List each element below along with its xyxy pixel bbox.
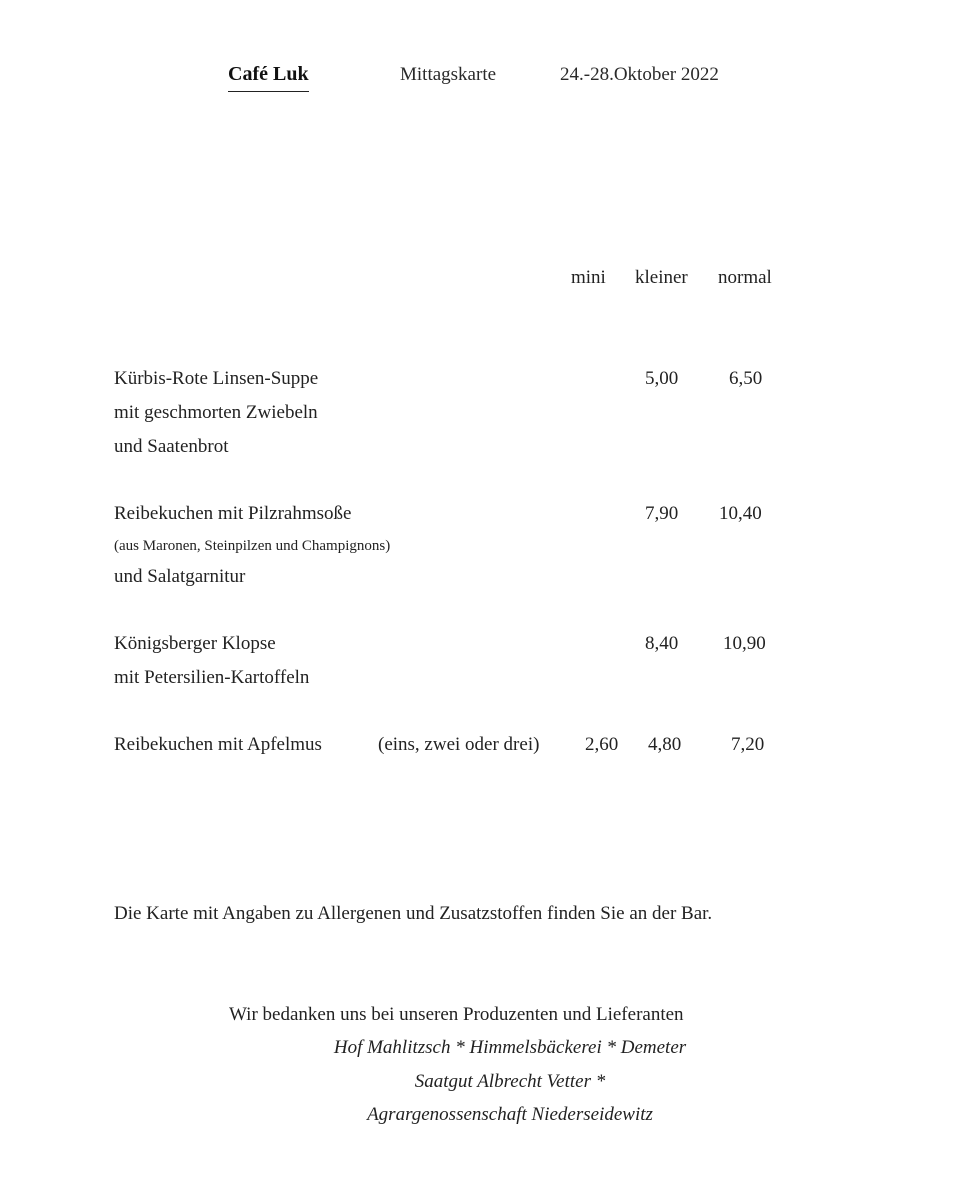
dish-name: Königsberger Klopse xyxy=(114,633,276,654)
price-kleiner: 8,40 xyxy=(645,633,679,654)
producer-line: Agrargenossenschaft Niederseidewitz xyxy=(367,1104,653,1125)
dish-description: mit geschmorten Zwiebeln xyxy=(114,402,318,423)
dish-description: (aus Maronen, Steinpilzen und Champignons) xyxy=(114,538,391,554)
column-header-kleiner: kleiner xyxy=(635,267,688,288)
producer-line: Hof Mahlitzsch * Himmelsbäckerei * Demeter xyxy=(333,1037,687,1058)
price-kleiner: 7,90 xyxy=(645,503,679,524)
price-normal: 10,40 xyxy=(719,503,762,524)
price-mini: 2,60 xyxy=(585,734,619,755)
menu-subtitle: Mittagskarte xyxy=(400,64,497,85)
dish-name: Reibekuchen mit Apfelmus xyxy=(114,734,322,755)
dish-description: mit Petersilien-Kartoffeln xyxy=(114,667,310,688)
cafe-title: Café Luk xyxy=(228,63,309,92)
menu-date: 24.-28.Oktober 2022 xyxy=(560,64,719,85)
dish-description: und Saatenbrot xyxy=(114,436,229,457)
dish-name: Kürbis-Rote Linsen-Suppe xyxy=(114,368,319,389)
dish-description: (eins, zwei oder drei) xyxy=(378,734,540,755)
price-normal: 7,20 xyxy=(731,734,765,755)
producer-line: Saatgut Albrecht Vetter * xyxy=(414,1071,606,1092)
allergen-note: Die Karte mit Angaben zu Allergenen und Zusatzstoffen finden Sie an der Bar. xyxy=(114,903,713,924)
column-header-normal: normal xyxy=(718,267,772,288)
column-header-mini: mini xyxy=(571,267,606,288)
dish-description: und Salatgarnitur xyxy=(114,566,246,587)
price-kleiner: 4,80 xyxy=(648,734,682,755)
thanks-intro: Wir bedanken uns bei unseren Produzenten und Lieferanten xyxy=(229,1004,684,1025)
dish-name: Reibekuchen mit Pilzrahmsoße xyxy=(114,503,352,524)
price-normal: 6,50 xyxy=(729,368,763,389)
price-kleiner: 5,00 xyxy=(645,368,679,389)
price-normal: 10,90 xyxy=(723,633,766,654)
